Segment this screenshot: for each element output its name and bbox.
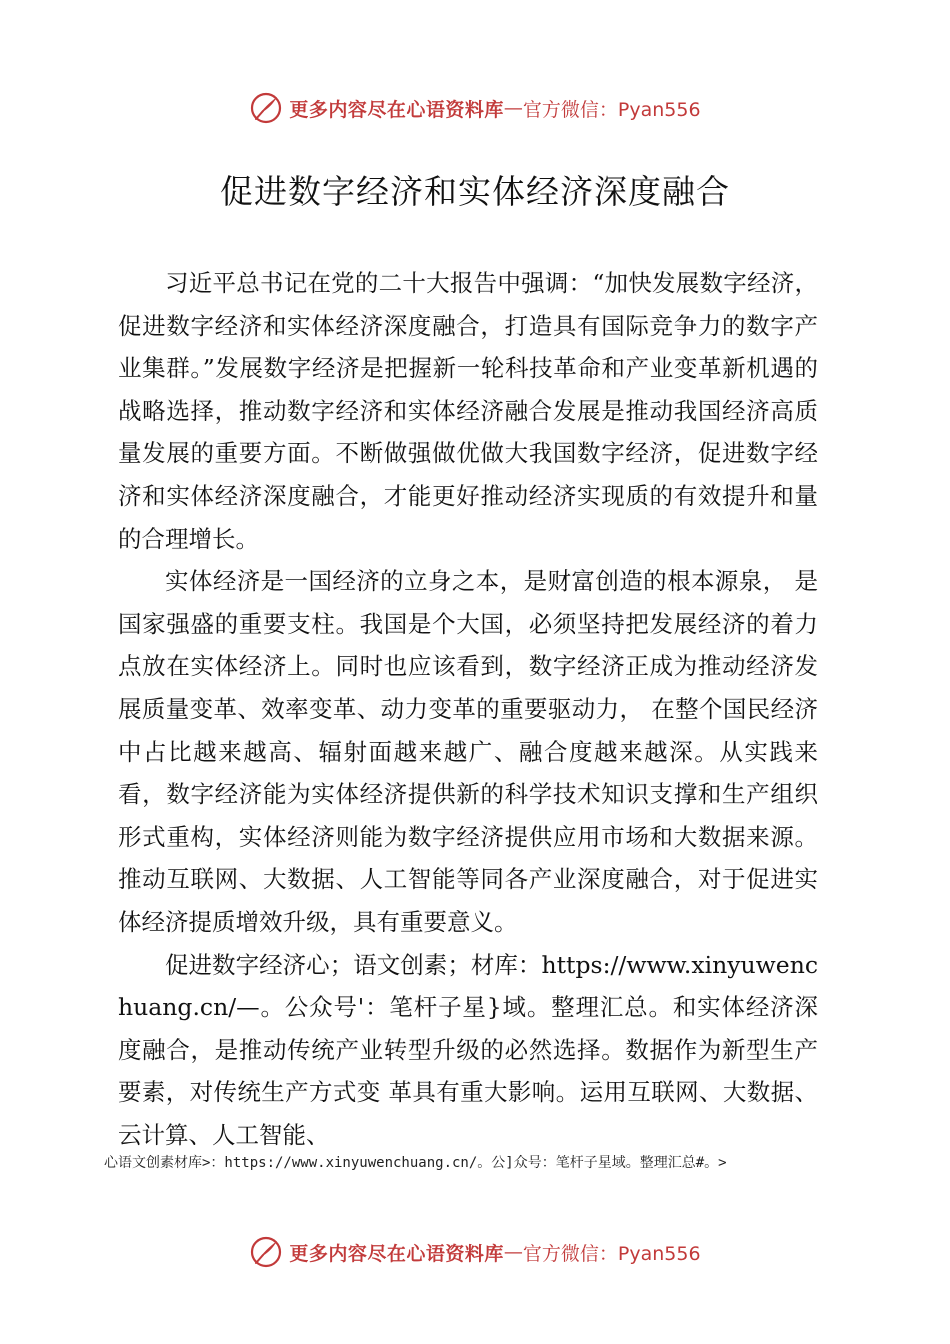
banner-wechat: 官方微信：Pyan556 xyxy=(522,1242,701,1265)
paragraph-2: 实体经济是一国经济的立身之本，是财富创造的根本源泉， 是国家强盛的重要支柱。我国是个大国，必须坚持把发展经济的着力点放在实体经济上。同时也应该看到，数字经济正成为推动经济发展质量变革、效率变革、动力变革的重要驱动力， 在整个国民经济中占比越来越高、辐射面越来越广、融合度越来越深。从实践来看，数字经济能为实体经济提供新的科学技术知识支撑和生产组织形式重构，实体经济则能为数字经济提供应用市场和大数据来源。推动互联网、大数据、人工智能等同各产业深度融合，对于促进实体经济提质增效升级，具有重要意义。 xyxy=(118,567,818,936)
footer-banner xyxy=(0,1230,950,1274)
banner-separator: — xyxy=(503,1241,523,1263)
banner-text: 更多内容尽在心语资料库 xyxy=(289,98,504,121)
banner-text: 更多内容尽在心语资料库 xyxy=(289,1242,504,1265)
feather-logo-icon xyxy=(249,91,283,125)
banner-separator: — xyxy=(503,97,523,119)
feather-logo-icon xyxy=(249,1235,283,1269)
document-title: 促进数字经济和实体经济深度融合 xyxy=(220,172,730,211)
paragraph-3: 促进数字经济心；语文创素；材库：https://www.xinyuwenchuang.cn/—。公众号'：笔杆子星}域。整理汇总。和实体经济深度融合，是推动传统产业转型升级的必然选择。数据作为新型生产要素，对传统生产方式变 革具有重大影响。运用互联网、大数据、云计算、人工智能、 xyxy=(118,950,818,1149)
paragraph-1: 习近平总书记在党的二十大报告中强调：“加快发展数字经济，促进数字经济和实体经济深度融合，打造具有国际竞争力的数字产业集群。”发展数字经济是把握新一轮科技革命和产业变革新机遇的战略选择，推动数字经济和实体经济融合发展是推动我国经济高质量发展的重要方面。不断做强做优做大我国数字经济，促进数字经济和实体经济深度融合，才能更好推动经济实现质的有效提升和量的合理增长。 xyxy=(118,269,818,553)
banner-wechat: 官方微信：Pyan556 xyxy=(522,98,701,121)
header-banner xyxy=(0,86,950,130)
footnote-watermark: 心语文创素材库>：https://www.xinyuwenchuang.cn/。公]众号：笔杆子星域。整理汇总#。> xyxy=(104,1155,727,1171)
document-body xyxy=(118,262,818,1156)
